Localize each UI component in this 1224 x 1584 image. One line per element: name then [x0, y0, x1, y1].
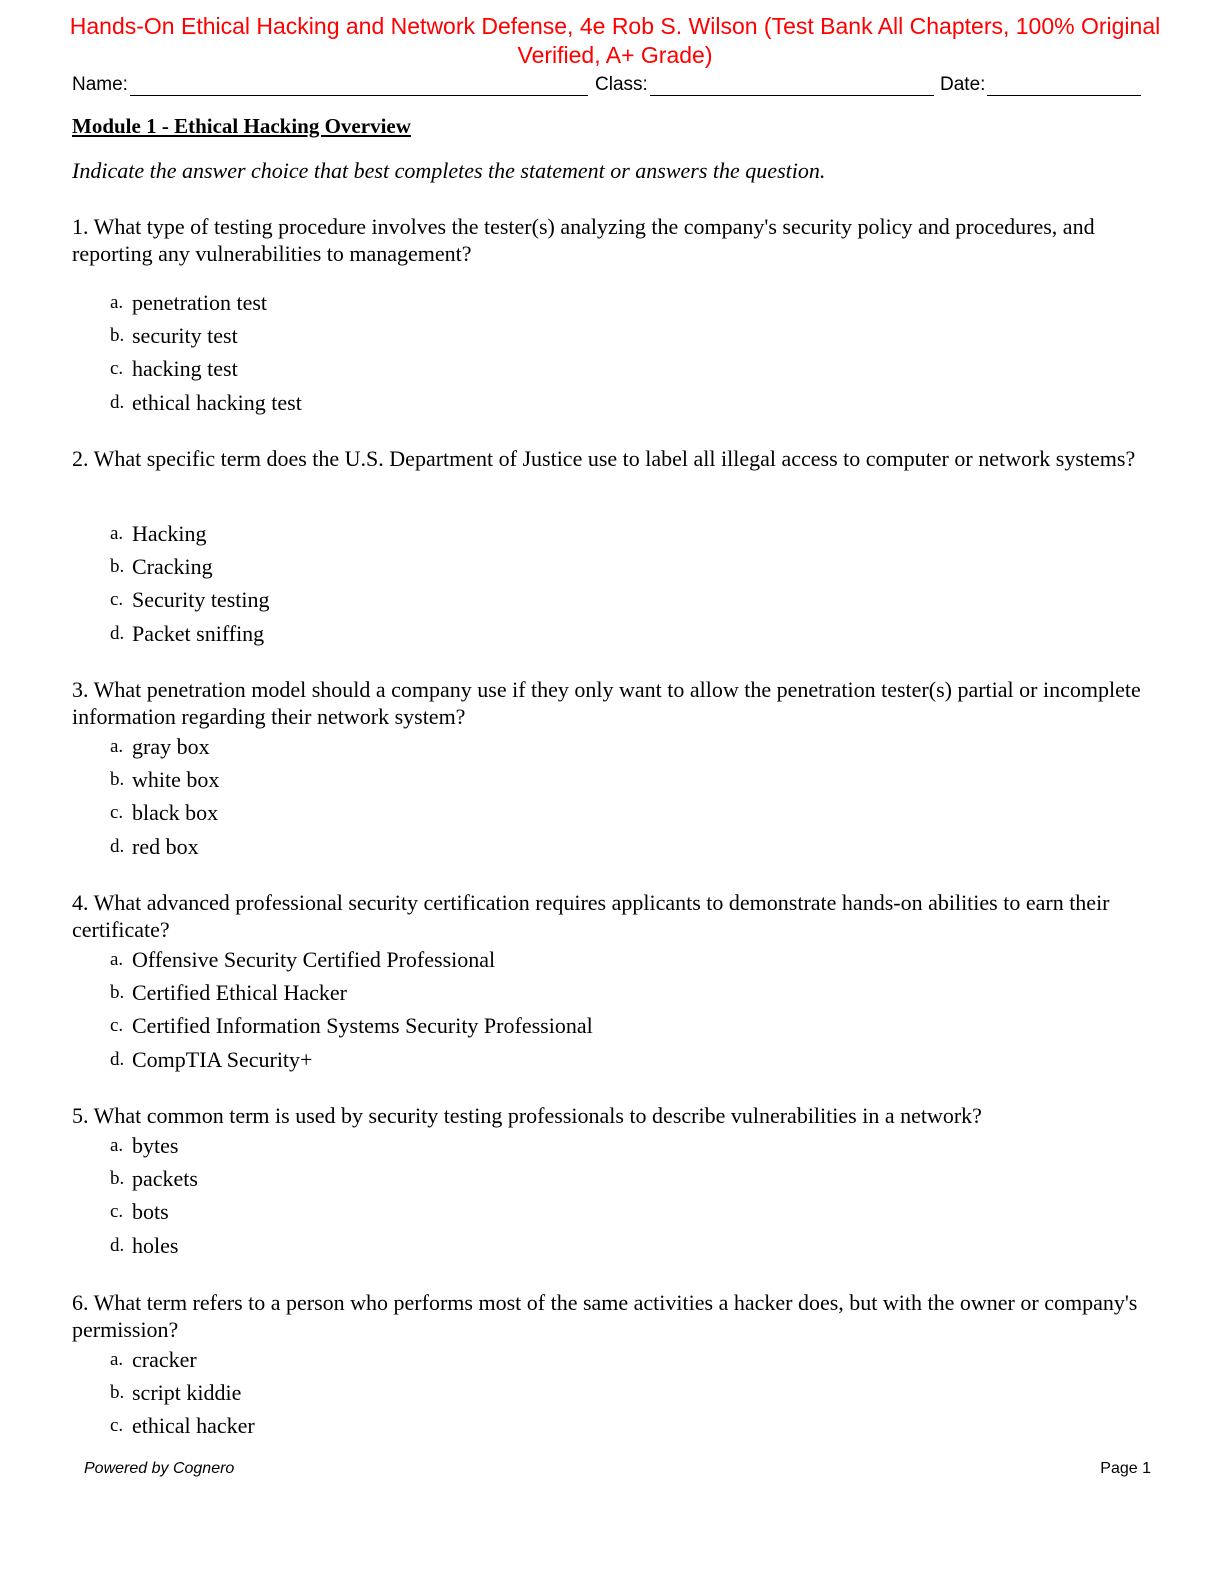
choice-text: Security testing [132, 587, 270, 613]
date-field [940, 72, 1141, 96]
choice-item [110, 617, 269, 650]
question-3: 3. What penetration model should a company use if they only want to allow the penetration tester(s) partial or incomplete information regarding their network system? [72, 677, 1141, 729]
choice-item [110, 763, 219, 796]
choice-text: holes [132, 1232, 179, 1258]
name-label: Name: [72, 74, 128, 95]
choice-letter: b. [110, 324, 125, 346]
choice-item [110, 319, 302, 352]
choice-text: script kiddie [132, 1379, 242, 1405]
header-fields [72, 72, 1142, 96]
choice-letter: b. [110, 981, 125, 1003]
choice-text: Hacking [132, 520, 207, 546]
choice-letter: a. [110, 522, 124, 544]
question-3-choices [110, 730, 219, 863]
choice-item [110, 1162, 198, 1195]
choice-text: red box [132, 833, 199, 859]
choice-letter: d. [110, 835, 125, 857]
question-1: 1. What type of testing procedure involves the tester(s) analyzing the company's security policy and procedures, and reporting any vulnerabilities to management? [72, 214, 1095, 266]
class-blank-line [650, 75, 934, 96]
class-label: Class: [595, 74, 648, 95]
choice-item [110, 1043, 593, 1076]
choice-item [110, 286, 302, 319]
question-6: 6. What term refers to a person who performs most of the same activities a hacker does, but with the owner or company's permission? [72, 1290, 1138, 1342]
choice-text: Certified Information Systems Security Professional [132, 1013, 593, 1039]
question-2-choices [110, 517, 269, 650]
choice-letter: c. [110, 1415, 124, 1437]
date-label: Date: [940, 74, 986, 95]
choice-item [110, 1196, 198, 1229]
choice-letter: d. [110, 1048, 125, 1070]
choice-letter: c. [110, 802, 124, 824]
question-5: 5. What common term is used by security testing professionals to describe vulnerabilities in a network? [72, 1103, 982, 1128]
question-5-choices [110, 1129, 198, 1262]
choice-letter: a. [110, 735, 124, 757]
choice-letter: b. [110, 1167, 125, 1189]
choice-text: black box [132, 800, 219, 826]
document-title: Hands-On Ethical Hacking and Network Defense, 4e Rob S. Wilson (Test Bank All Chapters, 100% Original Verified, A+ Grade) [69, 13, 1161, 68]
name-field [72, 72, 588, 96]
choice-item [110, 730, 219, 763]
choice-text: hacking test [132, 356, 238, 382]
choice-item [110, 1343, 255, 1376]
choice-item [110, 943, 593, 976]
choice-text: penetration test [132, 289, 268, 315]
choice-text: Offensive Security Certified Professional [132, 946, 496, 972]
choice-letter: b. [110, 1381, 125, 1403]
footer-powered-by: Powered by Cognero [84, 1460, 235, 1477]
class-field [595, 72, 934, 96]
choice-letter: c. [110, 1015, 124, 1037]
choice-letter: b. [110, 555, 125, 577]
choice-item [110, 1376, 255, 1409]
footer-page-number: Page 1 [1100, 1460, 1151, 1477]
question-6-choices [110, 1343, 255, 1443]
choice-text: ethical hacking test [132, 389, 302, 415]
choice-item [110, 976, 593, 1009]
choice-text: packets [132, 1165, 198, 1191]
choice-item [110, 584, 269, 617]
choice-letter: a. [110, 291, 124, 313]
choice-item [110, 1229, 198, 1262]
choice-text: gray box [132, 733, 210, 759]
date-blank-line [987, 75, 1141, 96]
choice-text: CompTIA Security+ [132, 1046, 313, 1072]
question-2: 2. What specific term does the U.S. Department of Justice use to label all illegal access to computer or network systems? [72, 446, 1136, 471]
choice-item [110, 550, 269, 583]
choice-item [110, 353, 302, 386]
question-1-choices [110, 286, 302, 419]
choice-letter: d. [110, 391, 125, 413]
choice-item [110, 386, 302, 419]
choice-letter: a. [110, 1134, 124, 1156]
choice-item [110, 1410, 255, 1443]
choice-text: cracker [132, 1346, 197, 1372]
choice-letter: c. [110, 1201, 124, 1223]
choice-text: Packet sniffing [132, 620, 265, 646]
choice-text: Certified Ethical Hacker [132, 979, 348, 1005]
choice-item [110, 1129, 198, 1162]
question-4: 4. What advanced professional security certification requires applicants to demonstrate hands-on abilities to earn their certificate? [72, 890, 1110, 942]
choice-text: ethical hacker [132, 1413, 255, 1439]
choice-text: bots [132, 1199, 169, 1225]
question-4-choices [110, 943, 593, 1076]
choice-letter: a. [110, 1348, 124, 1370]
choice-letter: b. [110, 768, 125, 790]
choice-text: white box [132, 766, 220, 792]
choice-letter: d. [110, 622, 125, 644]
choice-letter: d. [110, 1234, 125, 1256]
choice-item [110, 1010, 593, 1043]
choice-item [110, 517, 269, 550]
choice-text: Cracking [132, 553, 213, 579]
choice-letter: c. [110, 589, 124, 611]
choice-letter: c. [110, 358, 124, 380]
module-title: Module 1 - Ethical Hacking Overview [72, 114, 411, 138]
choice-text: bytes [132, 1132, 179, 1158]
choice-item [110, 830, 219, 863]
choice-letter: a. [110, 948, 124, 970]
choice-item [110, 797, 219, 830]
choice-text: security test [132, 322, 238, 348]
instructions: Indicate the answer choice that best completes the statement or answers the question. [72, 158, 826, 183]
name-blank-line [130, 75, 588, 96]
